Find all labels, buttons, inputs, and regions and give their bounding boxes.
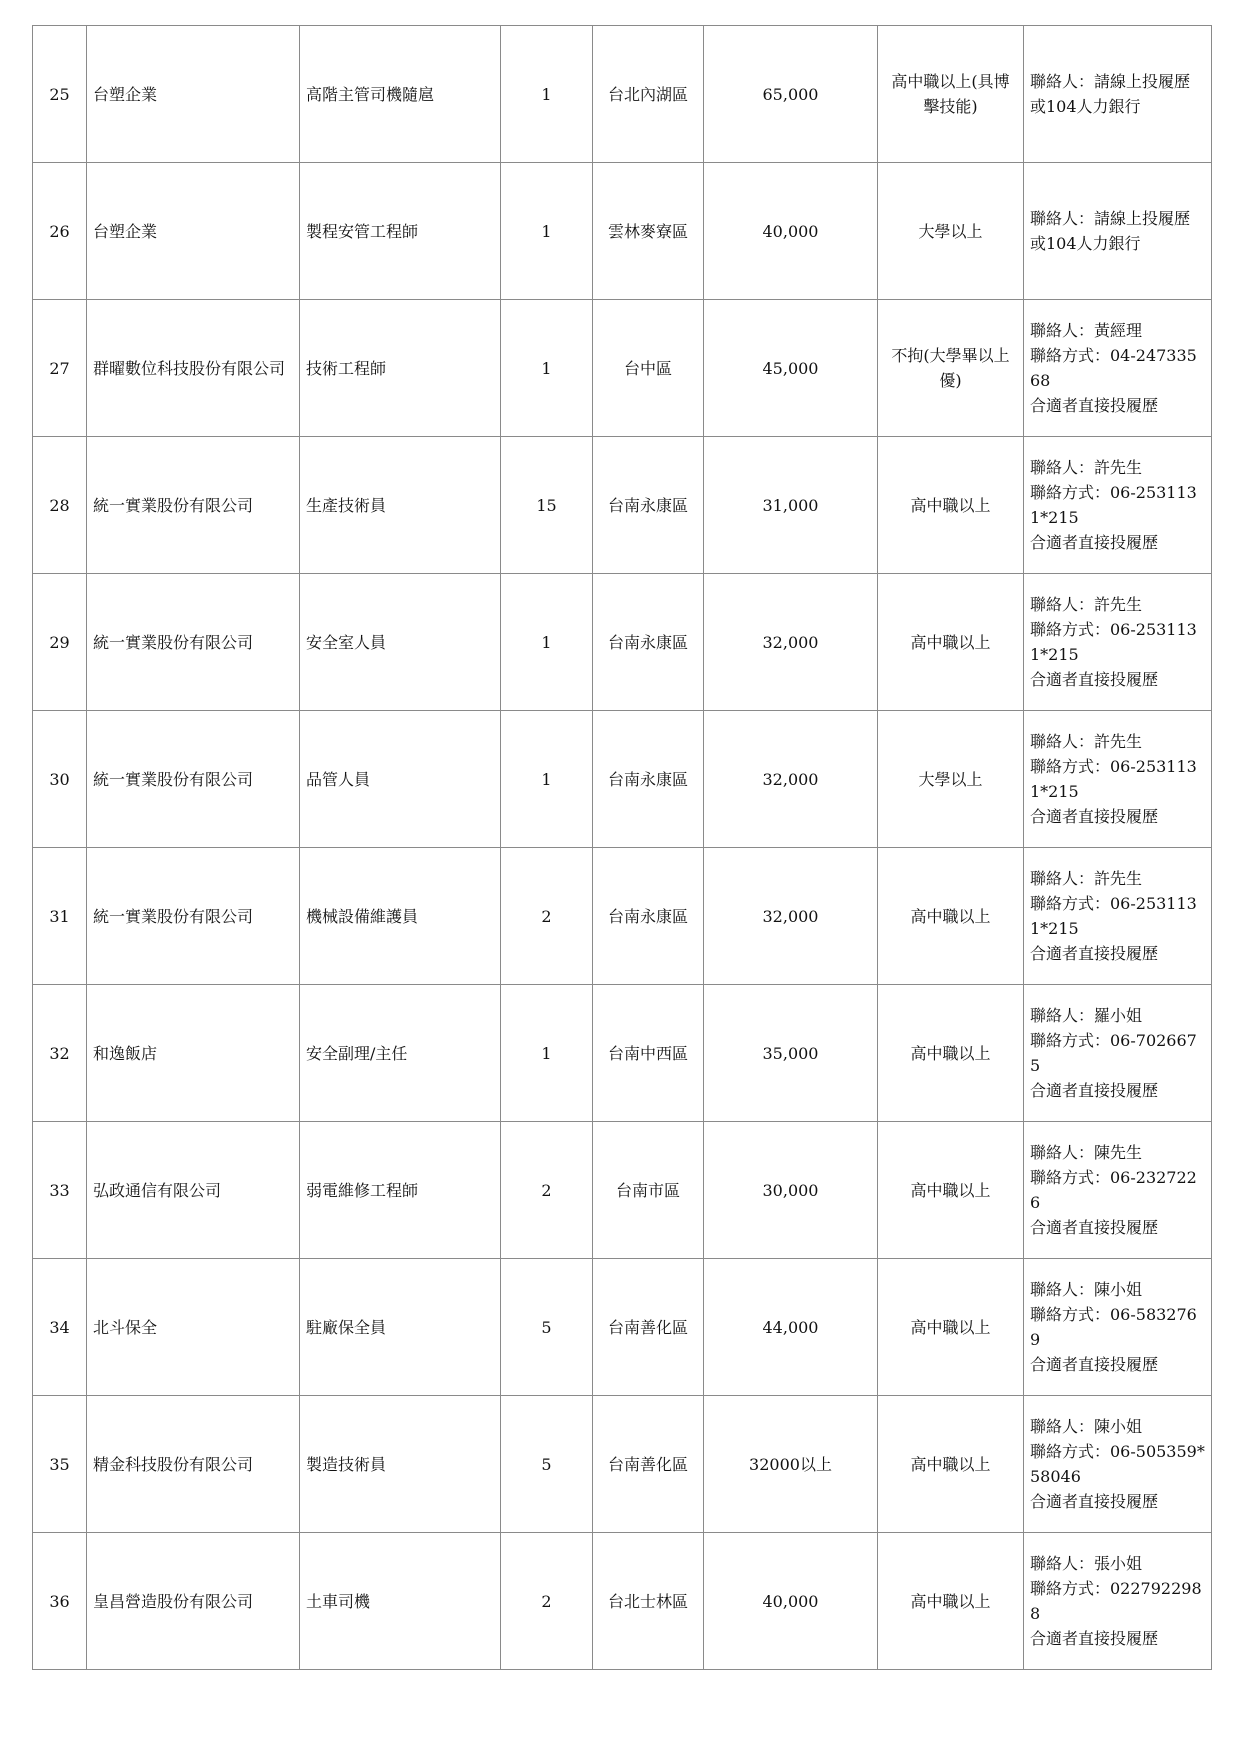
company-name: 台塑企業 [87, 163, 300, 300]
contact-line: 聯絡方式：06-505359*58046 [1030, 1442, 1205, 1486]
table-row [33, 300, 1212, 437]
contact-line: 聯絡方式：06-2531131*215 [1030, 894, 1197, 938]
salary: 65,000 [704, 26, 878, 163]
contact-line: 聯絡人：許先生 [1030, 732, 1143, 751]
education-requirement: 高中職以上 [878, 574, 1024, 711]
table-row [33, 985, 1212, 1122]
contact-line: 合適者直接投履歷 [1030, 1355, 1159, 1374]
work-location: 台南中西區 [593, 985, 704, 1122]
contact-line: 聯絡人：陳小姐 [1030, 1280, 1143, 1299]
job-title: 製造技術員 [300, 1396, 501, 1533]
row-number: 32 [33, 985, 87, 1122]
education-requirement: 高中職以上 [878, 848, 1024, 985]
table-row [33, 1122, 1212, 1259]
job-title: 品管人員 [300, 711, 501, 848]
contact-info [1024, 163, 1212, 300]
salary: 30,000 [704, 1122, 878, 1259]
company-name: 群曜數位科技股份有限公司 [87, 300, 300, 437]
contact-info [1024, 300, 1212, 437]
openings-count: 15 [501, 437, 593, 574]
contact-line: 合適者直接投履歷 [1030, 1492, 1159, 1511]
contact-line: 聯絡人：許先生 [1030, 869, 1143, 888]
work-location: 台南善化區 [593, 1396, 704, 1533]
salary: 32,000 [704, 574, 878, 711]
salary: 40,000 [704, 1533, 878, 1670]
company-name: 弘政通信有限公司 [87, 1122, 300, 1259]
openings-count: 1 [501, 163, 593, 300]
row-number: 27 [33, 300, 87, 437]
row-number: 31 [33, 848, 87, 985]
contact-line: 聯絡方式：06-2531131*215 [1030, 483, 1197, 527]
job-title: 安全副理/主任 [300, 985, 501, 1122]
company-name: 統一實業股份有限公司 [87, 574, 300, 711]
company-name: 統一實業股份有限公司 [87, 711, 300, 848]
openings-count: 2 [501, 1533, 593, 1670]
contact-info [1024, 711, 1212, 848]
openings-count: 5 [501, 1259, 593, 1396]
contact-line: 聯絡方式：06-5832769 [1030, 1305, 1197, 1349]
salary: 32,000 [704, 848, 878, 985]
openings-count: 1 [501, 574, 593, 711]
education-requirement: 高中職以上 [878, 437, 1024, 574]
row-number: 28 [33, 437, 87, 574]
row-number: 26 [33, 163, 87, 300]
work-location: 台中區 [593, 300, 704, 437]
table-row [33, 437, 1212, 574]
contact-info [1024, 574, 1212, 711]
table-row [33, 1533, 1212, 1670]
education-requirement: 不拘(大學畢以上優) [878, 300, 1024, 437]
table-row [33, 163, 1212, 300]
work-location: 台南善化區 [593, 1259, 704, 1396]
contact-info [1024, 1396, 1212, 1533]
row-number: 34 [33, 1259, 87, 1396]
salary: 32,000 [704, 711, 878, 848]
education-requirement: 大學以上 [878, 163, 1024, 300]
contact-line: 聯絡人：張小姐 [1030, 1554, 1143, 1573]
contact-line: 合適者直接投履歷 [1030, 396, 1159, 415]
contact-line: 聯絡人：陳先生 [1030, 1143, 1143, 1162]
company-name: 統一實業股份有限公司 [87, 437, 300, 574]
table-row [33, 26, 1212, 163]
contact-info [1024, 985, 1212, 1122]
contact-info [1024, 848, 1212, 985]
salary: 40,000 [704, 163, 878, 300]
contact-line: 合適者直接投履歷 [1030, 944, 1159, 963]
company-name: 統一實業股份有限公司 [87, 848, 300, 985]
openings-count: 2 [501, 1122, 593, 1259]
job-title: 弱電維修工程師 [300, 1122, 501, 1259]
work-location: 台南永康區 [593, 437, 704, 574]
contact-info [1024, 1533, 1212, 1670]
company-name: 和逸飯店 [87, 985, 300, 1122]
row-number: 36 [33, 1533, 87, 1670]
contact-line: 合適者直接投履歷 [1030, 1629, 1159, 1648]
table-row [33, 1396, 1212, 1533]
job-title: 製程安管工程師 [300, 163, 501, 300]
row-number: 35 [33, 1396, 87, 1533]
openings-count: 2 [501, 848, 593, 985]
job-title: 土車司機 [300, 1533, 501, 1670]
contact-line: 聯絡方式：06-2327226 [1030, 1168, 1197, 1212]
salary: 35,000 [704, 985, 878, 1122]
job-title: 生產技術員 [300, 437, 501, 574]
contact-line: 聯絡人：陳小姐 [1030, 1417, 1143, 1436]
contact-line: 合適者直接投履歷 [1030, 670, 1159, 689]
table-row [33, 711, 1212, 848]
openings-count: 1 [501, 26, 593, 163]
openings-count: 1 [501, 711, 593, 848]
contact-line: 聯絡方式：04-24733568 [1030, 346, 1197, 390]
education-requirement: 高中職以上(具博擊技能) [878, 26, 1024, 163]
job-rows [33, 26, 1212, 1670]
contact-info [1024, 1122, 1212, 1259]
contact-line: 聯絡人：羅小姐 [1030, 1006, 1143, 1025]
table-row [33, 848, 1212, 985]
contact-info [1024, 26, 1212, 163]
salary: 44,000 [704, 1259, 878, 1396]
contact-line: 合適者直接投履歷 [1030, 533, 1159, 552]
contact-line: 聯絡人：請線上投履歷或104人力銀行 [1030, 209, 1191, 253]
job-title: 技術工程師 [300, 300, 501, 437]
company-name: 北斗保全 [87, 1259, 300, 1396]
job-title: 駐廠保全員 [300, 1259, 501, 1396]
row-number: 25 [33, 26, 87, 163]
education-requirement: 高中職以上 [878, 1533, 1024, 1670]
salary: 32000以上 [704, 1396, 878, 1533]
work-location: 台北內湖區 [593, 26, 704, 163]
contact-line: 聯絡方式：06-2531131*215 [1030, 620, 1197, 664]
contact-line: 合適者直接投履歷 [1030, 1218, 1159, 1237]
openings-count: 1 [501, 300, 593, 437]
job-title: 機械設備維護員 [300, 848, 501, 985]
company-name: 台塑企業 [87, 26, 300, 163]
table-row [33, 1259, 1212, 1396]
openings-count: 5 [501, 1396, 593, 1533]
contact-line: 聯絡人：許先生 [1030, 458, 1143, 477]
contact-line: 聯絡人：請線上投履歷或104人力銀行 [1030, 72, 1191, 116]
education-requirement: 高中職以上 [878, 1396, 1024, 1533]
job-title: 安全室人員 [300, 574, 501, 711]
table-row [33, 574, 1212, 711]
work-location: 台南永康區 [593, 848, 704, 985]
row-number: 30 [33, 711, 87, 848]
work-location: 台南永康區 [593, 711, 704, 848]
job-title: 高階主管司機隨扈 [300, 26, 501, 163]
education-requirement: 大學以上 [878, 711, 1024, 848]
education-requirement: 高中職以上 [878, 985, 1024, 1122]
education-requirement: 高中職以上 [878, 1259, 1024, 1396]
contact-line: 聯絡人：許先生 [1030, 595, 1143, 614]
company-name: 精金科技股份有限公司 [87, 1396, 300, 1533]
work-location: 台南市區 [593, 1122, 704, 1259]
contact-line: 聯絡方式：0227922988 [1030, 1579, 1202, 1623]
contact-line: 合適者直接投履歷 [1030, 1081, 1159, 1100]
salary: 45,000 [704, 300, 878, 437]
contact-line: 聯絡人：黃經理 [1030, 321, 1143, 340]
contact-line: 合適者直接投履歷 [1030, 807, 1159, 826]
contact-info [1024, 1259, 1212, 1396]
row-number: 33 [33, 1122, 87, 1259]
salary: 31,000 [704, 437, 878, 574]
education-requirement: 高中職以上 [878, 1122, 1024, 1259]
work-location: 台北士林區 [593, 1533, 704, 1670]
job-listing-table [32, 25, 1212, 1670]
openings-count: 1 [501, 985, 593, 1122]
row-number: 29 [33, 574, 87, 711]
work-location: 雲林麥寮區 [593, 163, 704, 300]
contact-line: 聯絡方式：06-2531131*215 [1030, 757, 1197, 801]
company-name: 皇昌營造股份有限公司 [87, 1533, 300, 1670]
contact-info [1024, 437, 1212, 574]
work-location: 台南永康區 [593, 574, 704, 711]
contact-line: 聯絡方式：06-7026675 [1030, 1031, 1197, 1075]
